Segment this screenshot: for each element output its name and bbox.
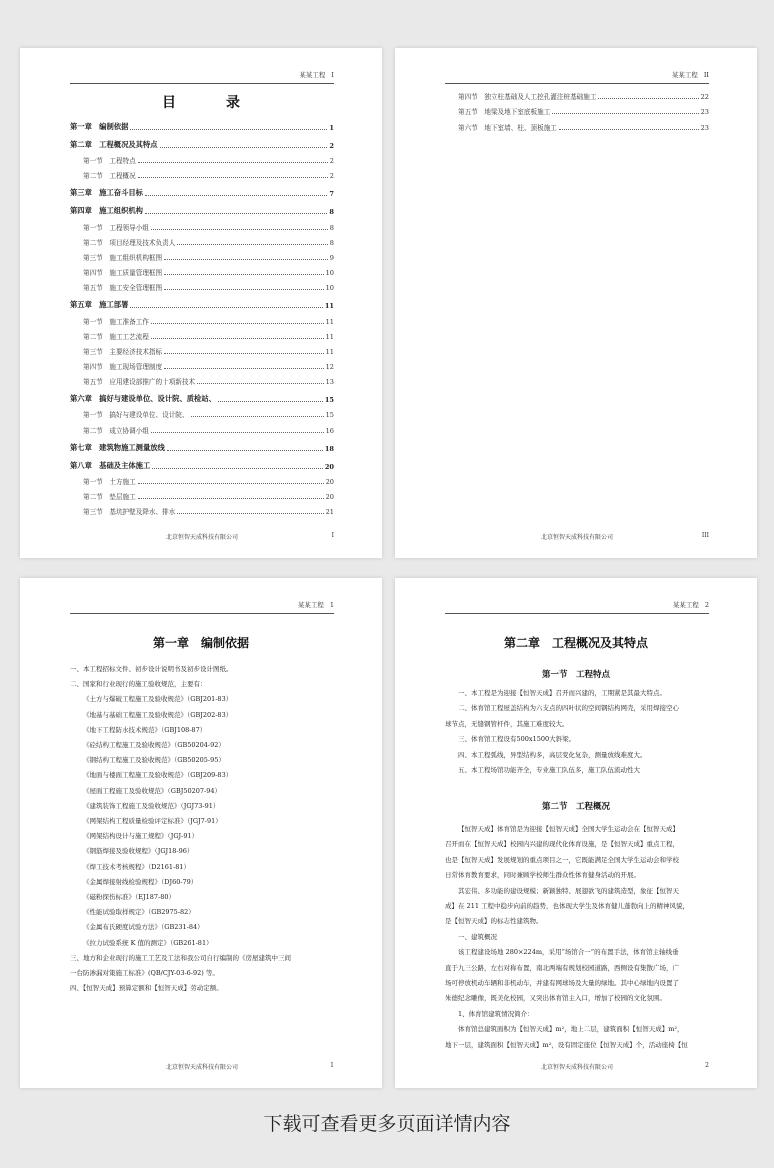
text-line: 《钢结构工程施工及验收规范》（GB50205-95） — [83, 756, 225, 765]
footer-page-number: 1 — [330, 1062, 334, 1069]
page-header — [445, 70, 709, 84]
toc-leader-dots — [151, 338, 324, 339]
toc-entry-label: 第三节 主要经济技术指标 — [83, 347, 163, 356]
toc-section-entry[interactable] — [70, 341, 334, 356]
text-line: 《磁粉探伤标准》（EJ187-80） — [83, 893, 175, 902]
toc-leader-dots — [145, 213, 327, 214]
toc-chapter-entry[interactable] — [70, 180, 334, 198]
toc-section-entry[interactable] — [70, 247, 334, 262]
page-header — [445, 600, 709, 614]
toc-entry-label: 第三章 施工奋斗目标 — [70, 188, 143, 198]
toc-leader-dots — [152, 468, 323, 469]
text-line: 《砼结构工程施工及验收规范》（GB50204-92） — [83, 741, 225, 750]
toc-entry-page: 12 — [325, 363, 334, 372]
toc-leader-dots — [191, 416, 324, 417]
chapter-body — [70, 662, 336, 996]
toc-leader-dots — [138, 177, 328, 178]
toc-section-entry[interactable] — [70, 471, 334, 486]
toc-section-entry[interactable] — [70, 501, 334, 516]
toc-entry-label: 第五节 地梁及地下室底板施工 — [458, 108, 551, 117]
text-line: 【恒智天成】体育馆是为迎接【恒智天成】全国大学生运动会在【恒智天成】 — [458, 825, 679, 833]
toc-entry-page: 8 — [329, 208, 334, 217]
text-line: 地下一层，建筑面积【恒智天成】m²，设有固定座位【恒智天成】个，活动座椅【恒 — [445, 1040, 688, 1049]
toc-section-entry[interactable] — [70, 165, 334, 180]
text-line: 一、建筑概况 — [458, 932, 497, 941]
toc-entry-page: 11 — [325, 317, 334, 326]
toc-chapter-entry[interactable] — [70, 114, 334, 132]
toc-entry-label: 第三节 基坑护壁及降水、排水 — [83, 508, 176, 517]
document-page-toc-1 — [20, 48, 382, 558]
toc-entry-page: 20 — [324, 462, 334, 471]
text-line: 是【恒智天成】的标志性建筑物。 — [445, 917, 543, 926]
text-line: 也是【恒智天成】发展规划的重点项目之一，它既能满足全国大学生运动会和学校 — [445, 855, 679, 864]
toc-leader-dots — [164, 353, 323, 354]
toc-entry-page: 20 — [325, 477, 334, 486]
footer-company: 北京恒智天成科技有限公司 — [540, 534, 613, 541]
toc-entry-label: 第二节 垫层施工 — [83, 493, 136, 501]
text-line: 直于九三公路，左右对称布置，南北两端有规划校园道路，西侧设有集散广场，广 — [445, 963, 679, 972]
toc-entry-label: 第七章 建筑物施工测量放线 — [70, 442, 165, 452]
text-line: 三、地方和企业现行的施工工艺及工法和我公司自行编制的《房屋建筑中三间 — [70, 953, 291, 962]
toc-chapter-entry[interactable] — [70, 198, 334, 216]
text-line: 成】在 211 工程中稳步向前的趋势，也体现大学生及体育健儿蓬勃向上的精神风貌， — [445, 902, 690, 911]
text-line: 《金属布氏硬度试验方法》（GB231-84） — [83, 923, 204, 932]
toc-section-entry[interactable] — [445, 101, 709, 116]
toc-entry-label: 第八章 基础及主体施工 — [70, 460, 151, 470]
toc-section-entry[interactable] — [70, 216, 334, 231]
header-title: 某某工程 — [672, 601, 699, 609]
toc-entry-page: 15 — [325, 411, 334, 420]
footer-company: 北京恒智天成科技有限公司 — [540, 1064, 613, 1071]
toc-section-entry[interactable] — [70, 310, 334, 325]
toc-entry-label: 第六章 搞好与建设单位、设计院、质检站、 — [70, 394, 216, 404]
text-line: 一台防渗漏对策施工标准》(QB/CJY-03-6-92) 等。 — [70, 969, 219, 978]
toc-entry-page: 2 — [329, 172, 334, 181]
text-line: 一、本工程是为迎接【恒智天成】召开而兴建的，工期紧是其最大特点。 — [458, 689, 666, 697]
header-page-number: I — [331, 71, 334, 79]
document-page-chapter-1 — [20, 578, 382, 1088]
toc-entry-label: 第二节 施工工艺流程 — [83, 332, 149, 341]
toc-leader-dots — [164, 289, 323, 290]
toc-leader-dots — [598, 98, 698, 99]
footer-page-number: III — [701, 532, 709, 539]
page-header — [70, 600, 334, 614]
toc-entry-label: 第五节 施工安全管理框图 — [83, 284, 163, 293]
section-1-body — [445, 686, 711, 778]
text-line: 五、本工程场馆功能齐全，专业施工队伍多，施工队伍流动性大 — [458, 766, 640, 775]
text-line: 二、国家和行业现行的施工验收规范，主要有： — [70, 680, 207, 689]
text-line: 日常体育教育要求，同时兼顾学校师生群众性体育健身活动的开展。 — [445, 871, 640, 880]
toc-entry-label: 第一章 编制依据 — [70, 122, 129, 131]
text-line: 该工程建设场地 280×224m，采用“场馆合一”的布置手法，体育馆主轴线垂 — [458, 948, 679, 957]
text-line: 《建筑装饰工程施工及验收规范》（JGJ73-91） — [83, 801, 220, 810]
toc-entry-label: 第五章 施工部署 — [70, 300, 129, 310]
text-line: 召开而在【恒智天成】校园内兴建的现代化体育设施，是【恒智天成】重点工程， — [445, 840, 679, 849]
toc-section-entry[interactable] — [70, 404, 334, 419]
toc-entry-label: 第一节 搞好与建设单位、设计院、 — [83, 411, 189, 420]
toc-chapter-entry[interactable] — [70, 386, 334, 404]
toc-leader-dots — [151, 323, 324, 324]
text-line: 《钢筋焊接及验收规程》（JGJ18-96） — [83, 847, 194, 856]
footer-company: 北京恒智天成科技有限公司 — [165, 1064, 238, 1071]
toc-entry-label: 第二节 成立协调小组 — [83, 426, 149, 435]
toc-entry-label: 第一节 工程特点 — [83, 157, 136, 166]
header-page-number: 2 — [704, 601, 709, 609]
toc-entry-label: 第五节 应用建设部推广的十项新技术 — [83, 378, 196, 387]
toc-leader-dots — [177, 244, 327, 245]
toc-section-entry[interactable] — [445, 86, 709, 101]
toc-leader-dots — [130, 307, 322, 308]
toc-leader-dots — [552, 113, 698, 114]
page-header — [70, 70, 334, 84]
toc-entry-label: 第一节 工程领导小组 — [83, 223, 149, 232]
toc-entry-page: 10 — [325, 284, 334, 293]
text-line: 《网架结构设计与施工规程》（JGJ-91） — [83, 832, 199, 841]
header-title: 某某工程 — [299, 71, 326, 79]
toc-entry-label: 第一节 施工准备工作 — [83, 317, 149, 326]
toc-entry-page: 23 — [700, 123, 709, 132]
text-line: 球节点，无缝钢管杆件，其施工难度较大。 — [445, 719, 569, 728]
text-line: 《金属焊接射线检验规程》（DJ60-79） — [83, 877, 198, 886]
toc-entry-label: 第二节 项目经理及技术负责人 — [83, 238, 176, 247]
toc-leader-dots — [164, 259, 328, 260]
toc-entry-page: 18 — [324, 444, 334, 453]
toc-section-entry[interactable] — [70, 262, 334, 277]
toc-leader-dots — [138, 483, 324, 484]
toc-section-entry[interactable] — [445, 116, 709, 131]
toc-entry-label: 第三节 施工组织机构框图 — [83, 253, 163, 262]
toc-leader-dots — [197, 383, 324, 384]
toc-chapter-entry[interactable] — [70, 453, 334, 471]
footer-page-number: I — [331, 532, 334, 539]
toc-section-entry[interactable] — [70, 371, 334, 386]
toc-entry-page: 8 — [329, 238, 334, 247]
text-line: 其宏伟、多功能的建设规模；新颖独特、展翅欲飞的建筑造型，象征【恒智天 — [458, 886, 679, 895]
text-line: 《地面与楼面工程施工及验收规范》（GBJ209-83） — [83, 771, 233, 780]
footer-company: 北京恒智天成科技有限公司 — [165, 534, 238, 541]
text-line: 四、本工程弧线，异型结构多，高层变化复杂，测量放线难度大。 — [458, 750, 647, 759]
toc-leader-dots — [138, 498, 324, 499]
text-line: 场可停放机动车辆和非机动车，并建有网球场及大量的绿地。其中心绿地内设置了 — [445, 979, 679, 988]
text-line: 四、【恒智天成】预算定额和【恒智天成】劳动定额。 — [70, 984, 223, 993]
text-line: 《网架结构工程质量检验评定标准》（JGJ7-91） — [83, 817, 222, 826]
toc-chapter-entry[interactable] — [70, 292, 334, 310]
toc-entry-page: 11 — [325, 347, 334, 356]
toc-entry-page: 13 — [325, 378, 334, 387]
toc-entry-page: 11 — [325, 332, 334, 341]
toc-entry-page: 23 — [700, 108, 709, 117]
toc-entry-page: 16 — [325, 426, 334, 435]
section-2-body — [445, 822, 711, 1053]
toc-entry-label: 第一节 土方施工 — [83, 477, 136, 486]
toc-entry-page: 2 — [329, 142, 334, 150]
section-title-1: 第一节 工程特点 — [541, 670, 610, 680]
toc-entry-label: 第二节 工程概况 — [83, 172, 136, 181]
toc-leader-dots — [164, 368, 323, 369]
toc-chapter-entry[interactable] — [70, 435, 334, 453]
toc-entry-page: 1 — [329, 124, 334, 132]
toc-list — [445, 86, 709, 132]
header-title: 某某工程 — [297, 601, 324, 609]
toc-section-entry[interactable] — [70, 326, 334, 341]
chapter-title: 第一章 编制依据 — [152, 636, 249, 650]
toc-leader-dots — [151, 432, 324, 433]
toc-entry-page: 11 — [324, 302, 334, 311]
footer-page-number: 2 — [705, 1062, 709, 1069]
toc-entry-label: 第四节 施工现场管理制度 — [83, 363, 163, 372]
text-line: 一、本工程招标文件、初步设计说明书及初步设计图纸。 — [70, 665, 233, 673]
header-page-number: II — [703, 71, 709, 79]
text-line: 《屋面工程施工及验收规范》（GBJ50207-94） — [83, 786, 221, 795]
text-line: 三、体育馆工程设有500x1500大斜梁。 — [458, 735, 576, 744]
toc-leader-dots — [145, 195, 327, 196]
toc-section-entry[interactable] — [70, 232, 334, 247]
toc-section-entry[interactable] — [70, 486, 334, 501]
text-line: 《地基与基础工程施工及验收规范》（GBJ202-83） — [83, 710, 233, 719]
text-line: 1、体育馆建筑情况简介： — [458, 1009, 534, 1018]
download-more-banner[interactable]: 下载可查看更多页面详情内容 — [263, 1113, 511, 1135]
toc-entry-page: 10 — [325, 269, 334, 278]
toc-leader-dots — [559, 129, 699, 130]
text-line: 体育馆总建筑面积为【恒智天成】m²，地上二层，建筑面积【恒智天成】m²， — [458, 1025, 684, 1034]
toc-entry-page: 8 — [329, 223, 334, 232]
toc-entry-label: 第四章 施工组织机构 — [70, 206, 143, 216]
toc-leader-dots — [151, 229, 328, 230]
text-line: 《性能试验取样规定》（GB2975-82） — [83, 908, 195, 917]
toc-leader-dots — [218, 401, 323, 402]
text-line: 《土方与爆破工程施工及验收规范》（GBJ201-83） — [83, 695, 233, 704]
section-title-2: 第二节 工程概况 — [541, 802, 610, 812]
toc-leader-dots — [138, 162, 328, 163]
toc-section-entry[interactable] — [70, 150, 334, 165]
text-line: 《焊工技术考核规程》（D2161-81） — [83, 862, 190, 871]
toc-entry-label: 第四节 独立柱基础及人工挖孔灌注桩基础施工 — [458, 93, 597, 102]
toc-section-entry[interactable] — [70, 356, 334, 371]
toc-entry-page: 2 — [329, 157, 334, 166]
chapter-title: 第二章 工程概况及其特点 — [503, 636, 648, 650]
toc-entry-page: 7 — [329, 190, 334, 199]
toc-title: 目 录 — [162, 95, 258, 111]
toc-entry-page: 20 — [325, 493, 334, 501]
toc-entry-page: 22 — [700, 93, 709, 102]
toc-entry-page: 15 — [324, 396, 334, 405]
toc-entry-label: 第六节 地下室墙、柱、顶板施工 — [458, 123, 557, 132]
document-page-toc-2 — [395, 48, 757, 558]
toc-entry-label: 第四节 施工质量管理框图 — [83, 269, 163, 278]
toc-leader-dots — [130, 129, 327, 130]
toc-section-entry[interactable] — [70, 419, 334, 434]
toc-section-entry[interactable] — [70, 277, 334, 292]
toc-leader-dots — [164, 274, 323, 275]
toc-chapter-entry[interactable] — [70, 132, 334, 150]
toc-leader-dots — [167, 450, 323, 451]
document-page-chapter-2 — [395, 578, 757, 1088]
text-line: 《拉力试验系统 K 值的测定》（GB261-81） — [83, 938, 213, 947]
header-page-number: 1 — [329, 601, 334, 609]
toc-entry-page: 21 — [325, 508, 334, 517]
toc-entry-page: 9 — [329, 253, 334, 262]
toc-leader-dots — [177, 513, 323, 514]
text-line: 朱德纪念雕像，既美化校园，又突出体育馆主入口，增加了校园的文化氛围。 — [445, 994, 666, 1003]
header-title: 某某工程 — [671, 71, 698, 79]
toc-entry-label: 第二章 工程概况及其特点 — [70, 140, 158, 149]
text-line: 二、体育馆工程屋盖结构为六支点的四叶状的空间钢结构网壳，采用焊接空心 — [458, 704, 679, 713]
text-line: 《地下工程防水技术规范》（GBJ108-87） — [83, 725, 207, 734]
toc-leader-dots — [160, 147, 328, 148]
toc-list — [70, 114, 334, 516]
